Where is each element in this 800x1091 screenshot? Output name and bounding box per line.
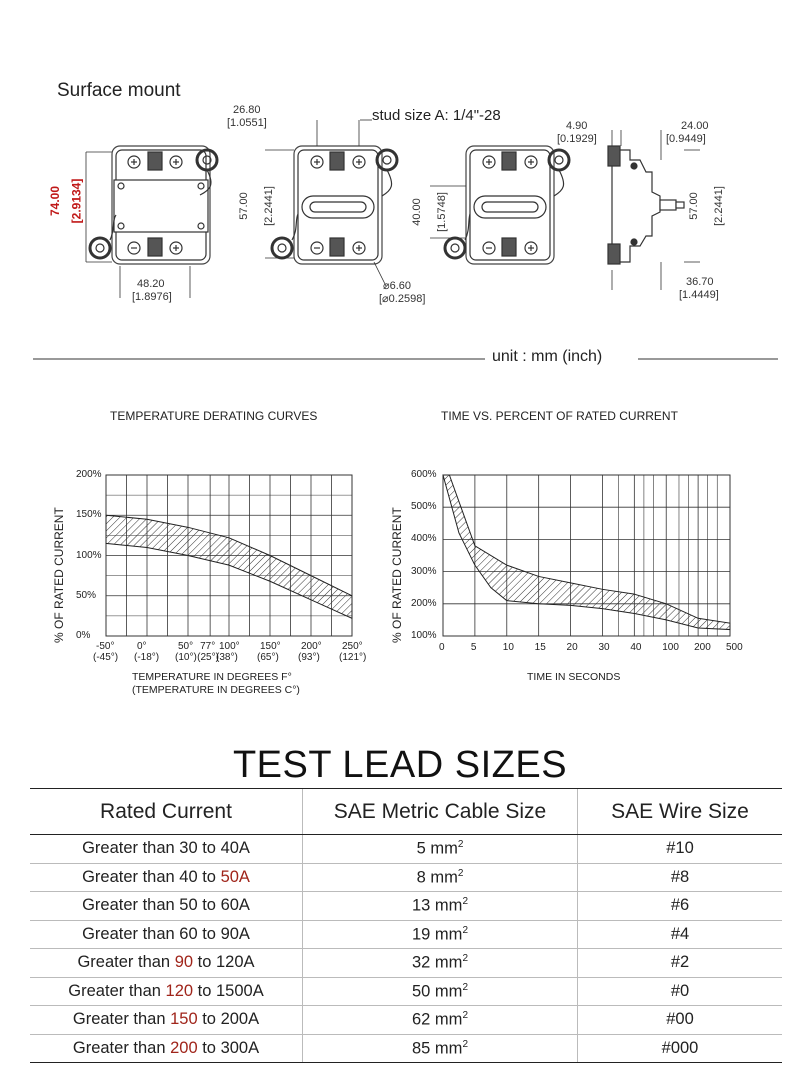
dim-flange-in: [0.1929] (557, 133, 597, 145)
chart1-xtick-f: 200° (301, 641, 322, 652)
metric-size-text: 8 mm (416, 868, 458, 886)
chart2-xtick: 30 (598, 642, 610, 653)
dim-width-mm: 48.20 (137, 278, 165, 290)
dim-body-height-mm: 57.00 (237, 192, 250, 220)
rated-current-text: Greater than (68, 981, 166, 1000)
dim-stud-spacing-mm: 26.80 (233, 104, 261, 116)
dim-inner-height-mm: 40.00 (410, 198, 423, 226)
dim-hole-mm: ⌀6.60 (383, 280, 412, 292)
chart2-ytick: 600% (411, 469, 437, 480)
dim-depth-in: [0.9449] (666, 133, 706, 145)
chart2-band (443, 475, 730, 630)
dim-flange-mm: 4.90 (566, 120, 588, 132)
chart2-xtick: 20 (566, 642, 578, 653)
chart1-xtick-c: (10°) (175, 652, 197, 663)
metric-size-text: 19 mm (412, 925, 463, 943)
cell-metric-size (303, 1006, 578, 1035)
rated-current-tail: to 120A (193, 953, 255, 972)
chart1-xtick-f: -50° (96, 641, 115, 652)
chart2-xtick: 200 (694, 642, 711, 653)
chart1-xtick-f: 0° (137, 641, 147, 652)
chart2-xtick: 5 (470, 642, 477, 653)
unit-label: unit : mm (inch) (492, 348, 603, 365)
chart2-xlabel: TIME IN SECONDS (527, 671, 621, 683)
rated-current-text: Greater than (72, 1038, 171, 1057)
chart1-xtick-c: (-18°) (134, 652, 160, 663)
squared-superscript: 2 (457, 839, 464, 850)
cell-wire-size: #10 (578, 835, 783, 864)
dim-hole-in: [⌀0.2598] (379, 293, 426, 305)
table-row (30, 835, 782, 864)
rated-current-highlight: 90 (174, 953, 194, 972)
cell-rated-current (30, 1006, 303, 1035)
front-view-3 (445, 146, 569, 264)
metric-size-text: 85 mm (412, 1039, 463, 1057)
cell-wire-size: #4 (578, 920, 783, 949)
cell-wire-size: #00 (578, 1006, 783, 1035)
header-rated-current: Rated Current (30, 789, 303, 835)
dim-inner-height-in: [1.5748] (435, 192, 448, 232)
table-row (30, 977, 782, 1006)
chart1-ytick: 0% (76, 630, 91, 641)
chart1-xtick-c: (93°) (298, 652, 320, 663)
dim-base-in: [1.4449] (679, 289, 719, 301)
chart1-xtick-f: 100° (219, 641, 240, 652)
chart1-title: TEMPERATURE DERATING CURVES (110, 409, 318, 423)
dim-height-total-mm: 74.00 (48, 185, 63, 217)
front-view-1 (90, 146, 217, 264)
front-view-2 (272, 146, 397, 264)
cell-rated-current (30, 920, 303, 949)
squared-superscript: 2 (462, 896, 468, 907)
cell-metric-size (303, 920, 578, 949)
cell-wire-size: #8 (578, 863, 783, 892)
chart2-ytick: 400% (411, 533, 437, 545)
cell-metric-size (303, 835, 578, 864)
chart2-xtick: 10 (502, 642, 514, 653)
chart1-xtick-c: (25°) (197, 652, 219, 663)
chart2-xtick: 100 (662, 642, 679, 653)
drawing-title: Surface mount (57, 80, 181, 101)
rated-current-highlight: 200 (170, 1038, 198, 1057)
cell-rated-current (30, 1034, 303, 1063)
chart2-xtick: 0 (439, 642, 445, 653)
chart1-plot (0, 460, 400, 650)
rated-current-tail: to 1500A (193, 981, 264, 1000)
cell-metric-size (303, 863, 578, 892)
chart2-ytick: 200% (411, 597, 437, 609)
dim-depth-mm: 24.00 (681, 120, 709, 132)
rated-current-text: Greater than 50 to 60A (82, 896, 250, 915)
cell-metric-size (303, 977, 578, 1006)
cell-wire-size: #2 (578, 949, 783, 978)
rated-current-highlight: 50A (220, 867, 250, 886)
test-lead-table (30, 788, 782, 1063)
metric-size-text: 62 mm (412, 1010, 463, 1029)
metric-size-text: 50 mm (412, 982, 463, 1000)
header-wire-size: SAE Wire Size (578, 789, 783, 835)
table-row (30, 949, 782, 978)
dim-base-mm: 36.70 (686, 276, 714, 288)
side-view (608, 146, 684, 264)
cell-rated-current (30, 835, 303, 864)
stud-size-label: stud size A: 1/4"-28 (372, 107, 501, 124)
chart1-xlabel2: (TEMPERATURE IN DEGREES C°) (132, 684, 300, 696)
metric-size-text: 13 mm (412, 896, 463, 915)
chart1-xtick-c: (65°) (257, 652, 279, 663)
rated-current-text: Greater than (72, 1010, 171, 1029)
chart1-ytick: 150% (76, 509, 102, 521)
chart2-plot (400, 460, 800, 650)
chart1-ytick: 200% (76, 469, 102, 480)
rated-current-tail: to 200A (197, 1010, 260, 1029)
squared-superscript: 2 (462, 953, 468, 964)
table-row (30, 892, 782, 921)
table-row (30, 1034, 782, 1063)
chart2-ytick: 300% (411, 565, 437, 577)
chart2-ytick: 500% (411, 501, 437, 513)
table-header-row (30, 789, 782, 835)
dim-side-height-mm: 57.00 (687, 192, 700, 220)
chart2-xtick: 500 (726, 642, 743, 653)
squared-superscript: 2 (462, 924, 468, 936)
chart1-xtick-f: 250° (342, 641, 363, 652)
rated-current-text: Greater than 60 to 90A (82, 924, 250, 943)
chart2-title: TIME VS. PERCENT OF RATED CURRENT (441, 409, 678, 423)
squared-superscript: 2 (462, 1010, 468, 1021)
dim-width-in: [1.8976] (132, 291, 172, 303)
table-row (30, 920, 782, 949)
chart1-xtick-f: 77° (200, 641, 216, 652)
dim-body-height-in: [2.2441] (262, 186, 275, 226)
header-metric-size: SAE Metric Cable Size (303, 789, 578, 835)
chart1-ytick: 50% (76, 589, 97, 601)
squared-superscript: 2 (462, 1038, 468, 1050)
squared-superscript: 2 (457, 867, 464, 879)
cell-metric-size (303, 949, 578, 978)
metric-size-text: 32 mm (412, 953, 463, 972)
chart1-xtick-c: (38°) (216, 652, 238, 663)
rated-current-tail: to 300A (197, 1038, 260, 1057)
chart1-xtick-c: (121°) (339, 652, 367, 663)
rated-current-highlight: 150 (170, 1010, 198, 1029)
chart2-ytick: 100% (411, 630, 437, 641)
dim-height-total-in: [2.9134] (69, 178, 84, 224)
chart2-ylabel: % OF RATED CURRENT (390, 507, 404, 643)
rated-current-text: Greater than 30 to 40A (82, 839, 250, 858)
metric-size-text: 5 mm (416, 839, 458, 858)
mechanical-drawing (0, 0, 800, 380)
chart1-xtick-f: 50° (178, 641, 194, 652)
squared-superscript: 2 (462, 981, 468, 993)
chart1-xtick-c: (-45°) (93, 652, 119, 663)
cell-metric-size (303, 1034, 578, 1063)
test-lead-title: TEST LEAD SIZES (232, 744, 568, 786)
chart1-xlabel: TEMPERATURE IN DEGREES F° (132, 671, 292, 683)
cell-rated-current (30, 949, 303, 978)
rated-current-text: Greater than (77, 953, 175, 972)
dim-stud-spacing-in: [1.0551] (227, 117, 267, 129)
cell-rated-current (30, 892, 303, 921)
cell-wire-size: #0 (578, 977, 783, 1006)
table-row (30, 1006, 782, 1035)
rated-current-text: Greater than 40 to (82, 867, 221, 886)
dim-side-height-in: [2.2441] (712, 186, 725, 226)
cell-rated-current (30, 863, 303, 892)
cell-wire-size: #000 (578, 1034, 783, 1063)
chart1-xtick-f: 150° (260, 641, 281, 652)
chart2-xtick: 40 (630, 642, 642, 653)
chart1-ylabel: % OF RATED CURRENT (52, 507, 66, 643)
cell-metric-size (303, 892, 578, 921)
cell-rated-current (30, 977, 303, 1006)
chart1-ytick: 100% (76, 549, 102, 561)
cell-wire-size: #6 (578, 892, 783, 921)
rated-current-highlight: 120 (165, 981, 194, 1000)
chart2-xtick: 15 (534, 642, 546, 653)
table-row (30, 863, 782, 892)
